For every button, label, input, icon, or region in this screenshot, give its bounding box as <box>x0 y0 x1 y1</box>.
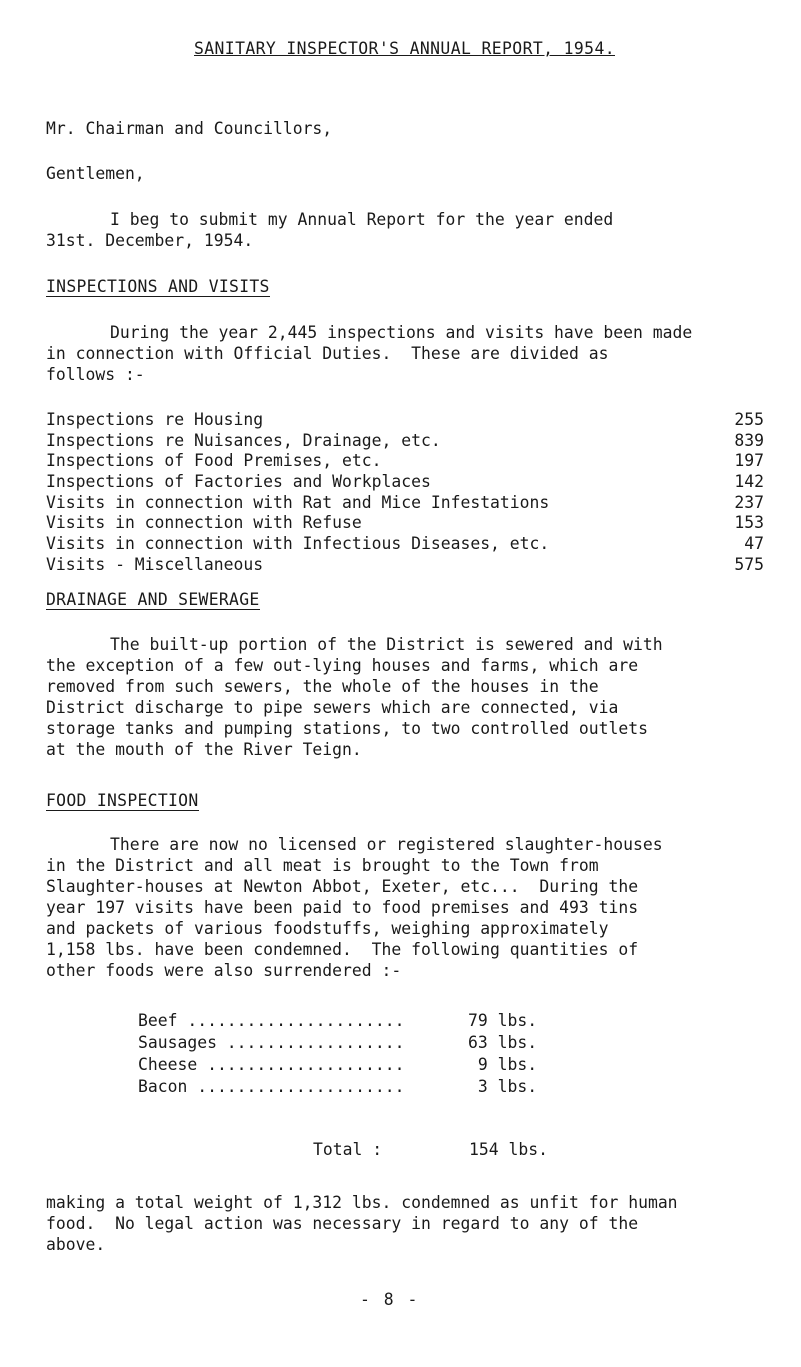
food-items-list <box>138 1010 548 1098</box>
table-row <box>46 471 764 492</box>
row-value: 575 <box>734 554 764 574</box>
food-item-name: Beef ...................... <box>138 1011 405 1030</box>
table-row <box>46 512 764 533</box>
row-value: 153 <box>734 513 764 533</box>
row-value: 839 <box>734 430 764 450</box>
row-label: Visits - Miscellaneous <box>46 554 264 574</box>
inspections-table <box>46 409 764 575</box>
closing-text-line: above. <box>46 1235 106 1254</box>
food-text-line: other foods were also surrendered :- <box>46 961 402 980</box>
page-number: - 8 - <box>360 1290 420 1309</box>
drainage-text-line: The built-up portion of the District is sewered and with <box>110 635 663 654</box>
table-row <box>46 409 764 430</box>
drainage-text-line: removed from such sewers, the whole of the houses in the <box>46 677 599 696</box>
row-value: 47 <box>744 534 764 554</box>
row-label: Visits in connection with Refuse <box>46 513 362 533</box>
salutation-line: Mr. Chairman and Councillors, <box>46 119 333 138</box>
closing-text-line: food. No legal action was necessary in regard to any of the <box>46 1214 639 1233</box>
food-total <box>313 1139 548 1160</box>
food-item-name: Sausages .................. <box>138 1033 405 1052</box>
table-row <box>46 450 764 471</box>
drainage-text-line: the exception of a few out-lying houses and farms, which are <box>46 656 639 675</box>
food-text-line: and packets of various foodstuffs, weighing approximately <box>46 919 609 938</box>
row-label: Inspections of Factories and Workplaces <box>46 472 431 492</box>
row-value: 142 <box>734 472 764 492</box>
drainage-heading: DRAINAGE AND SEWERAGE <box>46 590 260 609</box>
row-label: Inspections re Housing <box>46 410 264 429</box>
intro-line: I beg to submit my Annual Report for the year ended <box>110 210 614 229</box>
inspections-text-line: in connection with Official Duties. These are divided as <box>46 344 609 363</box>
food-text-line: 1,158 lbs. have been condemned. The following quantities of <box>46 940 639 959</box>
food-inspection-heading: FOOD INSPECTION <box>46 791 199 810</box>
intro-line: 31st. December, 1954. <box>46 231 254 250</box>
total-qty: 154 lbs. <box>469 1140 548 1159</box>
food-text-line: There are now no licensed or registered slaughter-houses <box>110 835 663 854</box>
row-label: Visits in connection with Infectious Diseases, etc. <box>46 534 550 554</box>
salutation-line: Gentlemen, <box>46 164 145 183</box>
inspections-and-visits-heading: INSPECTIONS AND VISITS <box>46 277 270 296</box>
food-item-qty: 79 lbs. <box>468 1011 538 1030</box>
row-value: 237 <box>734 492 764 512</box>
table-row <box>46 430 764 451</box>
food-item-name: Cheese .................... <box>138 1055 405 1074</box>
row-value: 197 <box>734 451 764 471</box>
drainage-text-line: District discharge to pipe sewers which are connected, via <box>46 698 619 717</box>
row-label: Inspections re Nuisances, Drainage, etc. <box>46 430 441 450</box>
food-item-qty: 9 lbs. <box>468 1055 538 1074</box>
inspections-text-line: follows :- <box>46 365 145 384</box>
food-text-line: year 197 visits have been paid to food premises and 493 tins <box>46 898 639 917</box>
food-item-name: Bacon ..................... <box>138 1077 405 1096</box>
food-item-qty: 3 lbs. <box>468 1077 538 1096</box>
page-title: SANITARY INSPECTOR'S ANNUAL REPORT, 1954. <box>194 39 615 58</box>
list-item <box>138 1032 548 1054</box>
list-item <box>138 1010 548 1032</box>
row-value: 255 <box>734 410 764 429</box>
table-row <box>46 533 764 554</box>
food-text-line: Slaughter-houses at Newton Abbot, Exeter, etc... During the <box>46 877 639 896</box>
inspections-text-line: During the year 2,445 inspections and visits have been made <box>110 323 693 342</box>
list-item <box>138 1076 548 1098</box>
food-item-qty: 63 lbs. <box>468 1033 538 1052</box>
list-item <box>138 1054 548 1076</box>
total-label: Total : <box>313 1140 383 1159</box>
row-label: Inspections of Food Premises, etc. <box>46 451 382 471</box>
row-label: Visits in connection with Rat and Mice Infestations <box>46 492 550 512</box>
table-row <box>46 554 764 575</box>
drainage-text-line: storage tanks and pumping stations, to two controlled outlets <box>46 719 648 738</box>
drainage-text-line: at the mouth of the River Teign. <box>46 740 362 759</box>
table-row <box>46 492 764 513</box>
closing-text-line: making a total weight of 1,312 lbs. condemned as unfit for human <box>46 1193 678 1212</box>
food-text-line: in the District and all meat is brought to the Town from <box>46 856 599 875</box>
